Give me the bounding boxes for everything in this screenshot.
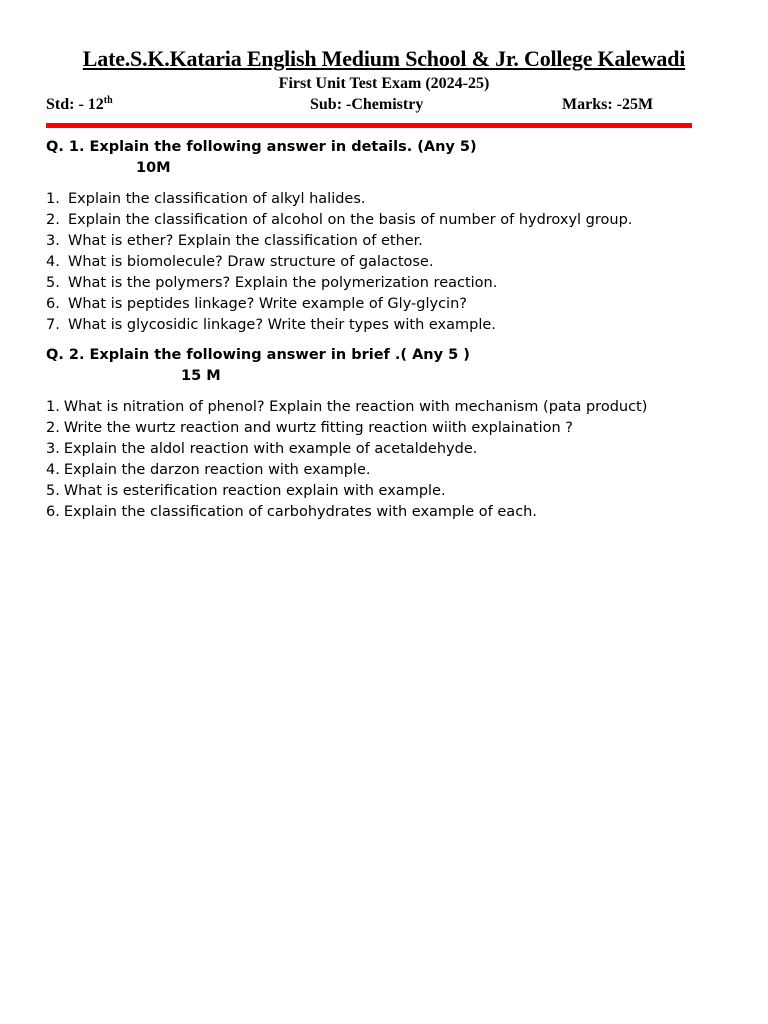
list-item (46, 460, 647, 481)
school-title: Late.S.K.Kataria English Medium School & Jr. College Kalewadi (82, 46, 686, 71)
item-text: Explain the darzon reaction with example. (63, 462, 371, 478)
list-item (46, 439, 647, 460)
item-text: What is glycosidic linkage? Write their types with example. (68, 317, 496, 333)
standard-text: Std: - 12 (46, 96, 104, 113)
list-item (46, 252, 632, 273)
header-divider (46, 123, 692, 128)
item-number: 6. (46, 296, 60, 312)
item-number: 5. (46, 275, 60, 291)
item-text: What is nitration of phenol? Explain the reaction with mechanism (pata product) (63, 399, 648, 415)
subject-label: Sub: -Chemistry (310, 96, 424, 113)
exam-title: First Unit Test Exam (2024-25) (278, 75, 490, 92)
item-text: Write the wurtz reaction and wurtz fitting reaction wiith explaination ? (63, 420, 573, 436)
question-1-list (46, 189, 632, 336)
item-number: 7. (46, 317, 60, 333)
list-item (46, 210, 632, 231)
item-number: 2. (46, 212, 60, 228)
list-item (46, 273, 632, 294)
standard-suffix: th (103, 95, 113, 106)
item-text: What is ether? Explain the classification of ether. (68, 233, 423, 249)
question-1-marks: 10M (136, 160, 171, 176)
item-text: Explain the classification of alkyl halides. (68, 191, 366, 207)
list-item (46, 502, 647, 523)
list-item (46, 189, 632, 210)
total-marks-label: Marks: -25M (562, 96, 654, 113)
item-number: 4. (46, 462, 60, 478)
question-2-marks: 15 M (181, 368, 221, 384)
list-item (46, 231, 632, 252)
item-number: 3. (46, 233, 60, 249)
item-text: What is esterification reaction explain with example. (63, 483, 446, 499)
item-text: Explain the aldol reaction with example of acetaldehyde. (63, 441, 478, 457)
list-item (46, 418, 647, 439)
list-item (46, 294, 632, 315)
item-text: What is biomolecule? Draw structure of galactose. (68, 254, 434, 270)
item-number: 4. (46, 254, 60, 270)
list-item (46, 397, 647, 418)
item-number: 5. (46, 483, 60, 499)
question-2-heading: Q. 2. Explain the following answer in brief .( Any 5 ) (46, 347, 470, 363)
item-number: 2. (46, 420, 60, 436)
item-number: 1. (46, 399, 60, 415)
item-text: Explain the classification of carbohydrates with example of each. (63, 504, 537, 520)
item-number: 6. (46, 504, 60, 520)
item-text: What is the polymers? Explain the polymerization reaction. (68, 275, 498, 291)
list-item (46, 481, 647, 502)
item-number: 3. (46, 441, 60, 457)
standard-label (46, 96, 113, 114)
item-text: What is peptides linkage? Write example of Gly-glycin? (68, 296, 467, 312)
list-item (46, 315, 632, 336)
item-number: 1. (46, 191, 60, 207)
question-1-heading: Q. 1. Explain the following answer in details. (Any 5) (46, 139, 477, 155)
item-text: Explain the classification of alcohol on the basis of number of hydroxyl group. (68, 212, 633, 228)
question-2-list (46, 397, 647, 523)
